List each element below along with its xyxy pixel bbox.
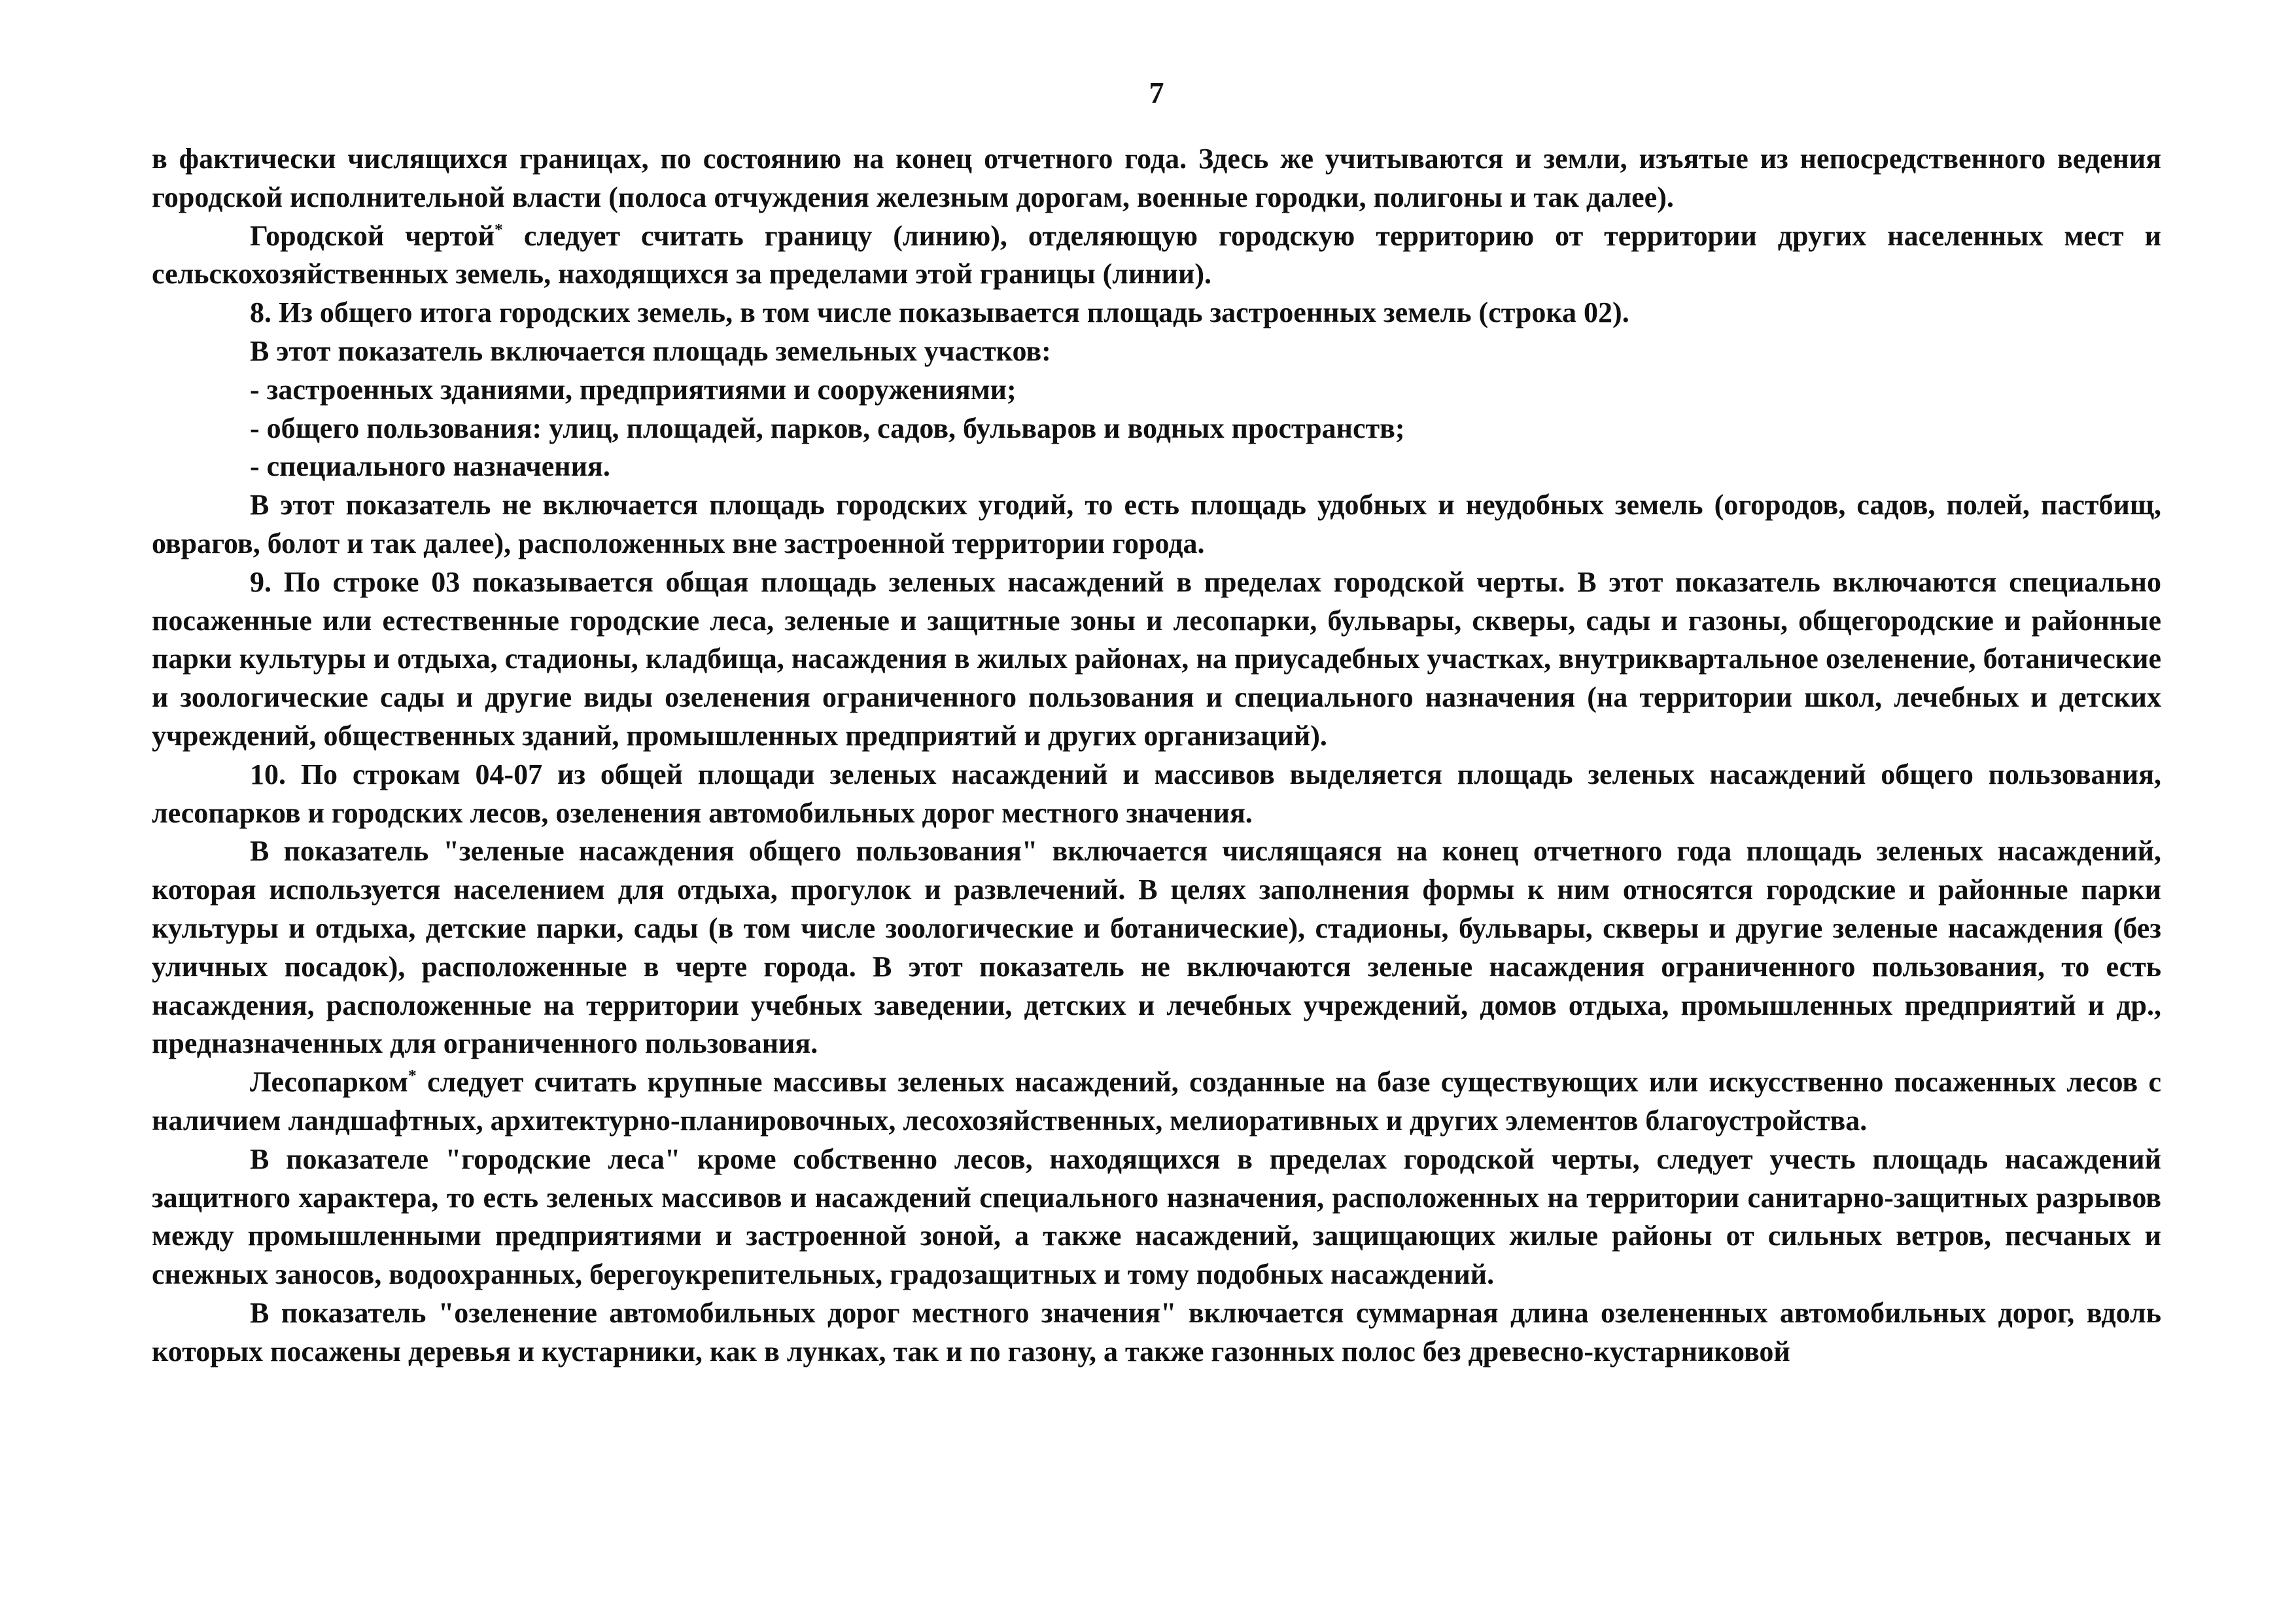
list-item: - застроенных зданиями, предприятиями и сооружениями; (250, 373, 1017, 406)
paragraph-3: 8. Из общего итога городских земель, в том числе показывается площадь застроенных земель (строка 02). (250, 296, 1629, 329)
list-item: - специального назначения. (250, 450, 610, 483)
paragraph-1: в фактически числящихся границах, по состоянию на конец отчетного года. Здесь же учитываются и земли, изъятые из непосредственного ведения городской исполнительной власти (полоса отчуждения железным дорогам, военные городки, полигоны и так далее). (152, 143, 2161, 213)
paragraph-8: В этот показатель не включается площадь городских угодий, то есть площадь удобных и неудобных земель (огородов, садов, полей, пастбищ, оврагов, болот и так далее), расположенных вне застроенной территории города. (152, 489, 2161, 559)
document-page (152, 73, 2161, 1371)
paragraph-12 (152, 1063, 2161, 1140)
list-item: - общего пользования: улиц, площадей, парков, садов, бульваров и водных пространств; (250, 412, 1405, 444)
paragraph-13: В показателе "городские леса" кроме собственно лесов, находящихся в пределах городской черты, следует учесть площадь насаждений защитного характера, то есть зеленых массивов и насаждений специального назначения, расположенных на территории санитарно-защитных разрывов между промышленными предприятиями и застроенной зоной, а также насаждений, защищающих жилые районы от сильных ветров, песчаных и снежных заносов, водоохранных, берегоукрепительных, градозащитных и тому подобных насаждений. (152, 1142, 2161, 1291)
paragraph-2 (152, 217, 2161, 294)
paragraph-10: 10. По строкам 04-07 из общей площади зеленых насаждений и массивов выделяется площадь зеленых насаждений общего пользования, лесопарков и городских лесов, озеленения автомобильных дорог местного значения. (152, 758, 2161, 829)
footnote-mark: * (494, 219, 503, 239)
paragraph-4: В этот показатель включается площадь земельных участков: (250, 334, 1051, 367)
term-forest-park: Лесопарком (250, 1066, 408, 1099)
page-number: 7 (1149, 76, 1164, 109)
footnote-mark: * (408, 1066, 417, 1086)
paragraph-14: В показатель "озеленение автомобильных дорог местного значения" включается суммарная длина озелененных автомобильных дорог, вдоль которых посажены деревья и кустарники, как в лунках, так и по газону, а также газонных полос без древесно-кустарниковой (152, 1296, 2161, 1368)
paragraph-12-rest: следует считать крупные массивы зеленых насаждений, созданные на базе существующих или искусственно посаженных лесов с наличием ландшафтных, архитектурно-планировочных, лесохозяйственных, мелиоративных и других элементов благоустройства. (152, 1066, 2161, 1137)
paragraph-9: 9. По строке 03 показывается общая площадь зеленых насаждений в пределах городской черты. В этот показатель включаются специально посаженные или естественные городские леса, зеленые и защитные зоны и лесопарки, бульвары, скверы, сады и газоны, общегородские и районные парки культуры и отдыха, стадионы, кладбища, насаждения в жилых районах, на приусадебных участках, внутриквартальное озеленение, ботанические и зоологические сады и другие виды озеленения ограниченного пользования и специального назначения (на территории школ, лечебных и детских учреждений, общественных зданий, промышленных предприятий и других организаций). (152, 565, 2161, 752)
paragraph-11: В показатель "зеленые насаждения общего пользования" включается числящаяся на конец отчетного года площадь зеленых насаждений, которая используется населением для отдыха, прогулок и развлечений. В целях заполнения формы к ним относятся городские и районные парки культуры и отдыха, детские парки, сады (в том числе зоологические и ботанические), стадионы, бульвары, скверы и другие зеленые насаждения (без уличных посадок), расположенные в черте города. В этот показатель не включаются зеленые насаждения ограниченного пользования, то есть насаждения, расположенные на территории учебных заведении, детских и лечебных учреждений, домов отдыха, промышленных предприятий и др., предназначенных для ограниченного пользования. (152, 835, 2161, 1060)
paragraph-2-rest: следует считать границу (линию), отделяющую городскую территорию от территории других населенных мест и сельскохозяйственных земель, находящихся за пределами этой границы (линии). (152, 219, 2162, 291)
term-city-line: Городской чертой (250, 219, 495, 252)
